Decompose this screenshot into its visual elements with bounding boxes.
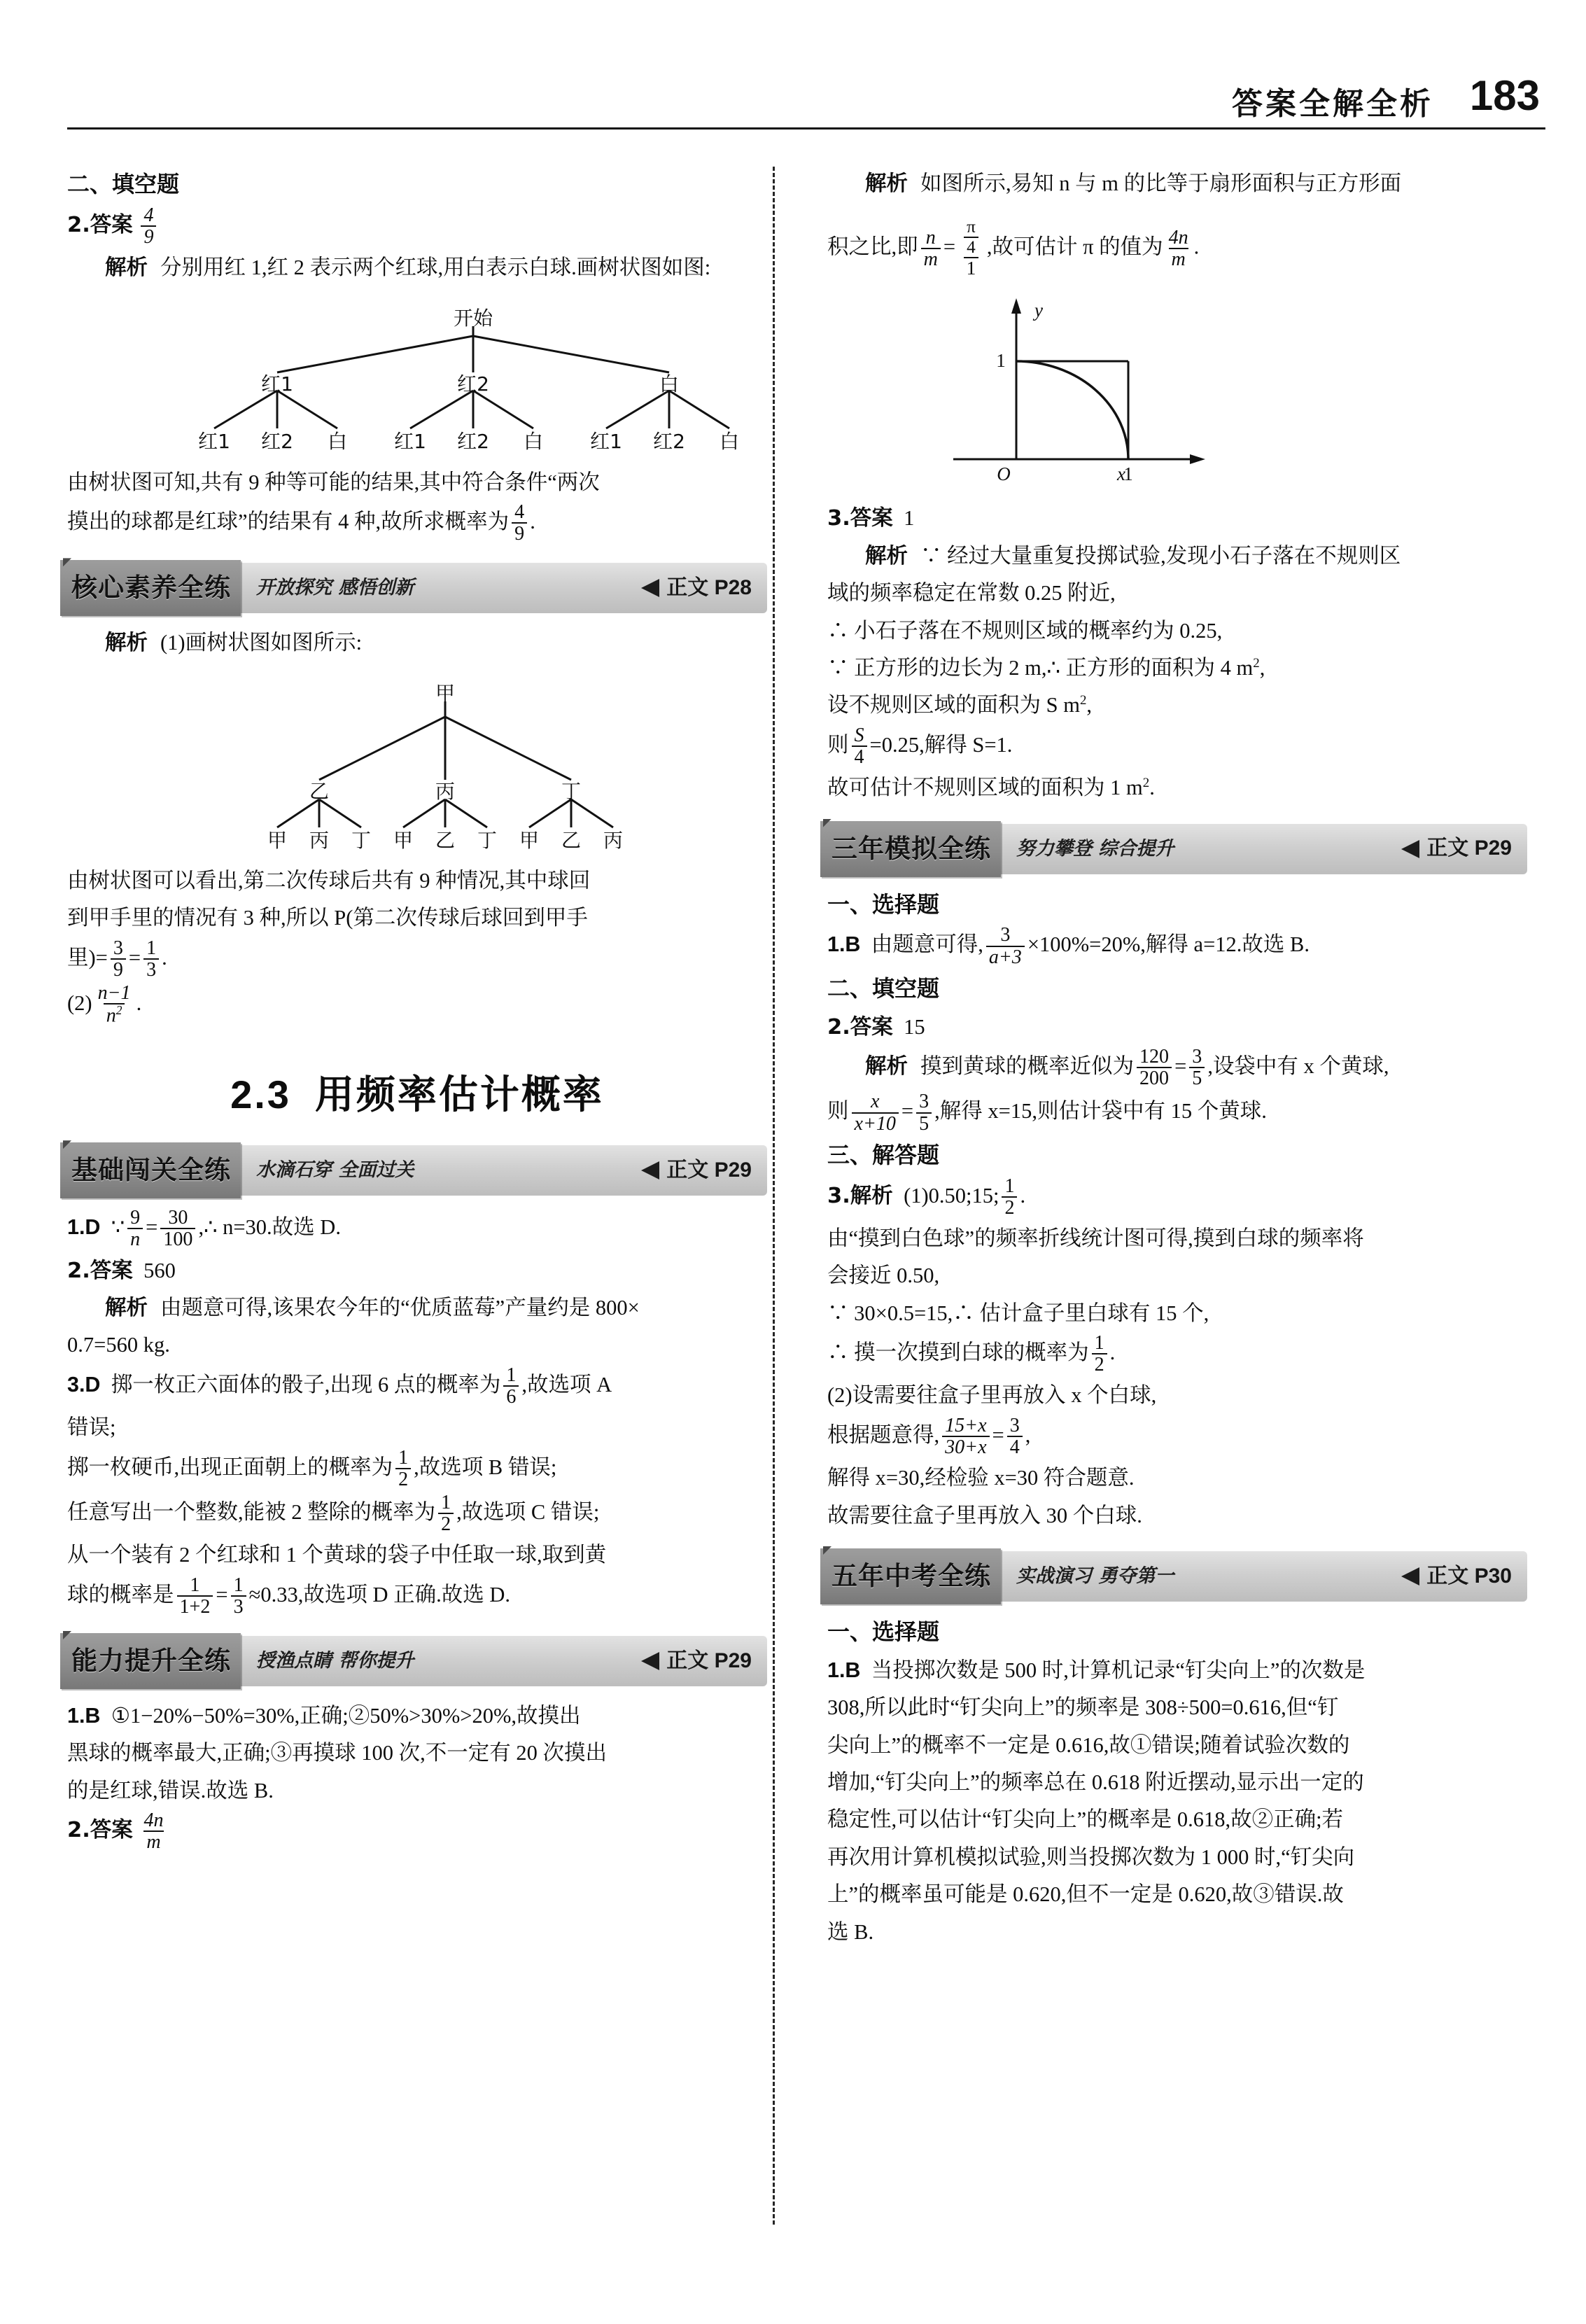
exam-q1-text1: 当投掷次数是 500 时,计算机记录“钉尖向上”的次数是: [871, 1658, 1366, 1682]
core-part2-den-exponent: 2: [115, 1004, 122, 1018]
exam-q1-line8: 选 B.: [827, 1919, 874, 1944]
banner-core-ref-text: 正文 P28: [666, 576, 752, 600]
tree-diagram-pass: [67, 671, 767, 858]
page-title: 答案全解全析: [1232, 86, 1433, 122]
basic-q1-fraction-2: $\frac{30}{100}$: [160, 1208, 195, 1250]
ability-q2-label: 2.答案: [67, 1818, 133, 1843]
banner-ability-ref-text: 正文 P29: [666, 1648, 752, 1672]
basic-q2-jiexi-line2: 0.7=560 kg.: [67, 1333, 170, 1357]
right-jiexi-text1: 如图所示,易知 n 与 m 的比等于扇形面积与正方形面: [920, 172, 1402, 195]
heading-sim-blank: 二、填空题: [827, 974, 940, 1002]
tree1-l3-8: 白: [719, 429, 740, 453]
right-q3-text4b: ,: [1259, 656, 1265, 680]
answer-q2: [67, 206, 767, 248]
ability-q1-line1: [67, 1699, 767, 1733]
page-number: 183: [1469, 72, 1540, 119]
heading-fill-blank: 二、填空题: [67, 171, 180, 197]
column-divider: [773, 167, 775, 2225]
ability-q1-line2: 黑球的概率最大,正确;③再摸球 100 次,不一定有 20 次摸出: [67, 1741, 607, 1765]
quarter-circle-figure: [827, 284, 1527, 494]
ability-q1-label: 1.B: [67, 1704, 101, 1728]
right-q3-sup5: 2: [1079, 693, 1087, 708]
basic-q2-value: 560: [143, 1258, 176, 1282]
sim-q3-line5: (2)设需要往盒子里再放入 x 个白球,: [827, 1383, 1157, 1408]
sim-q3-line1: 由“摸到白色球”的频率折线统计图可得,摸到白球的频率将: [827, 1226, 1364, 1250]
banner-core-ref[interactable]: [641, 571, 752, 606]
sim-q3-text4b: .: [1109, 1340, 1116, 1365]
banner-exam-subtitle: 实战演习 勇夺第一: [1016, 1565, 1174, 1588]
sim-q2-text1b: ,设袋中有 x 个黄球,: [1207, 1054, 1389, 1079]
right-fraction-pi4-over-1: $\frac{\frac{\pi}{4}}{1}$: [958, 218, 984, 278]
sim-q1: [827, 925, 1527, 967]
core-fraction-2: $\frac{1}{3}$: [143, 938, 159, 980]
basic-q2-label: 2.答案: [67, 1258, 133, 1283]
sim-q3-label: 3.解析: [827, 1183, 893, 1208]
ability-q1-text1: ①1−20%−50%=30%,正确;②50%>30%>20%,故摸出: [111, 1704, 581, 1728]
right-column: [827, 167, 1527, 1952]
jiexi-q2: [67, 251, 767, 285]
right-q3-line6: [827, 726, 1527, 768]
tree2-l3-3: 甲: [393, 828, 414, 852]
basic-q3-label: 3.D: [67, 1373, 101, 1397]
basic-q3-fraction-3: $\frac{1}{2}$: [438, 1492, 454, 1534]
banner-ability-tag: 能力提升全练: [60, 1633, 241, 1689]
sim-q3-line3: ∵ 30×0.5=15,∴ 估计盒子里白球有 15 个,: [827, 1301, 1209, 1325]
banner-exam-ref-text: 正文 P30: [1426, 1564, 1512, 1588]
q2-conclusion-line1: 由树状图可知,共有 9 种等可能的结果,其中符合条件“两次: [67, 470, 600, 494]
right-q3-sup4: 2: [1253, 655, 1260, 671]
right-q3-text6b: =0.25,解得 S=1.: [869, 733, 1013, 757]
sim-q2-text2b: ,解得 x=15,则估计袋中有 15 个黄球.: [934, 1099, 1267, 1124]
tree-diagram-pass-svg: [67, 671, 767, 847]
figure-y-tick-label: 1: [996, 350, 1006, 372]
banner-basic-ref-text: 正文 P29: [666, 1158, 752, 1182]
exam-q1-line2: 308,所以此时“钉尖向上”的频率是 308÷500=0.616,但“钉: [827, 1695, 1339, 1720]
tree2-l3-0: 甲: [267, 828, 288, 852]
exam-q1-line4: 增加,“钉尖向上”的频率总在 0.618 附近摆动,显示出一定的: [827, 1770, 1364, 1795]
basic-q2-jiexi-text1: 由题意可得,该果农今年的“优质蓝莓”产量约是 800×: [160, 1296, 640, 1320]
sim-q3-text6a: 根据题意得,: [827, 1423, 940, 1448]
jiexi-core-label: 解析: [105, 631, 148, 656]
banner-simulation-subtitle: 努力攀登 综合提升: [1016, 837, 1174, 860]
heading-exam-choice: 一、选择题: [827, 1618, 940, 1646]
heading-sim-choice: 一、选择题: [827, 890, 940, 918]
right-q3-line2: 域的频率稳定在常数 0.25 附近,: [827, 581, 1116, 606]
sim-q2-fraction-2: $\frac{3}{5}$: [1189, 1046, 1205, 1088]
tree2-l3-4: 乙: [435, 828, 456, 852]
tree2-l3-2: 丁: [351, 828, 372, 852]
core-conclusion-line3: [67, 939, 767, 981]
sim-q3-line7: 解得 x=30,经检验 x=30 符合题意.: [827, 1466, 1135, 1490]
banner-simulation-practice[interactable]: [827, 824, 1527, 874]
chapter-name: 用频率估计概率: [314, 1072, 604, 1118]
left-column: [67, 167, 767, 1856]
core-part2-den: n: [106, 1004, 116, 1027]
q2-conclusion-fraction: $\frac{4}{9}$: [512, 502, 527, 544]
core-part2: [67, 983, 767, 1027]
tree1-root-label: 开始: [453, 306, 493, 330]
right-q3-text6: 则: [827, 733, 849, 757]
right-q3-text4: ∵ 正方形的边长为 2 m,∴ 正方形的面积为 4 m: [827, 656, 1254, 680]
tree1-l3-0: 红1: [198, 429, 230, 453]
chapter-title: [67, 1063, 767, 1128]
tree1-l3-3: 红1: [394, 429, 426, 453]
tree1-l3-7: 红2: [653, 429, 685, 453]
right-q3-answer: [827, 501, 1527, 536]
left-arrow-icon: [641, 579, 659, 597]
tree1-l3-2: 白: [327, 429, 348, 453]
ability-q2-fraction: $\frac{4n}{m}$: [143, 1809, 164, 1854]
banner-ability-practice[interactable]: [67, 1636, 767, 1686]
tree2-l3-8: 丙: [603, 828, 624, 852]
tree2-l2-1: 丙: [435, 779, 456, 803]
basic-q1-label: 1.D: [67, 1215, 101, 1240]
banner-basic-ref[interactable]: [641, 1154, 752, 1188]
right-jiexi-text2c: .: [1193, 234, 1200, 259]
tree1-l3-1: 红2: [261, 429, 293, 453]
ability-q1-line3: 的是红球,错误.故选 B.: [67, 1778, 274, 1802]
right-q3-sup7: 2: [1142, 776, 1150, 791]
heading-sim-answer: 三、解答题: [827, 1141, 940, 1168]
basic-q3-fraction-5: $\frac{1}{3}$: [231, 1575, 246, 1617]
sim-q3-line8: 故需要往盒子里再放入 30 个白球.: [827, 1503, 1142, 1527]
answer-q2-label: 2.答案: [67, 213, 133, 237]
basic-q1-equals: =: [146, 1215, 158, 1240]
quarter-circle-figure-svg: [911, 284, 1275, 487]
basic-q2-jiexi-line1: [67, 1291, 767, 1325]
right-q3-text7b: .: [1149, 776, 1155, 800]
sim-q2-value: 15: [904, 1014, 925, 1039]
figure-x-axis-label: x: [1117, 463, 1125, 485]
basic-q3-text3b: ,故选项 B 错误;: [414, 1455, 557, 1479]
banner-simulation-ref[interactable]: [1401, 832, 1512, 866]
basic-q2-answer: [67, 1254, 767, 1288]
chapter-number: 2.3: [230, 1072, 291, 1116]
tree-diagram-ball: [67, 295, 767, 460]
banner-basic-subtitle: 水滴石穿 全面过关: [256, 1159, 414, 1182]
q2-conclusion-line2: [67, 500, 767, 545]
right-fraction-nm: $\frac{n}{m}$: [921, 227, 941, 270]
jiexi-label: 解析: [865, 1054, 908, 1079]
sim-q3-line4: [827, 1334, 1527, 1376]
sim-q3-fraction-1: $\frac{1}{2}$: [1002, 1176, 1017, 1218]
jiexi-label: 解析: [865, 543, 908, 568]
basic-q3-line1: [67, 1366, 767, 1408]
sim-q2-text1a: 摸到黄球的概率近似为: [920, 1054, 1134, 1079]
basic-q3-text1: 掷一枚正六面体的骰子,出现 6 点的概率为: [111, 1373, 501, 1397]
basic-q3-equals: =: [216, 1582, 228, 1606]
core-equals: =: [128, 945, 141, 969]
sim-q1-fraction: $\frac{3}{a+3}$: [986, 925, 1025, 967]
basic-q3-fraction-1: $\frac{1}{6}$: [503, 1365, 519, 1407]
banner-basic-practice[interactable]: [67, 1145, 767, 1196]
sim-q2-eq2: =: [901, 1099, 914, 1124]
ability-q2-answer: [67, 1811, 767, 1853]
sim-q2-fraction-4: $\frac{3}{5}$: [916, 1091, 932, 1133]
core-conclusion-line3-text: 里)=: [67, 945, 108, 969]
exam-q1-line3: 尖向上”的概率不一定是 0.616,故①错误;随着试验次数的: [827, 1732, 1350, 1757]
right-jiexi-text2a: 积之比,即: [827, 234, 918, 259]
figure-x-tick-label: 1: [1123, 463, 1133, 485]
sim-q2-jiexi-line2: [827, 1092, 1527, 1134]
page-header: [0, 72, 1586, 140]
basic-q3-line2: 错误;: [67, 1415, 116, 1440]
sim-q3-prefix: (1)0.50;15;: [904, 1183, 999, 1208]
right-q3-line4: [827, 651, 1527, 685]
figure-origin-label: O: [997, 463, 1011, 485]
core-part2-fraction: $\frac{n-1}{n^2}$: [97, 981, 131, 1027]
sim-q3-eq: =: [992, 1423, 1004, 1448]
core-conclusion-period: .: [162, 945, 167, 969]
basic-q3-text4: 任意写出一个整数,能被 2 整除的概率为: [67, 1500, 436, 1525]
core-conclusion-line2: 到甲手里的情况有 3 种,所以 P(第二次传球后球回到甲手: [67, 906, 588, 930]
right-q3-jiexi-line1: [827, 539, 1527, 573]
sim-q3-period: .: [1020, 1183, 1026, 1208]
sim-q1-prefix: 由题意可得,: [871, 932, 983, 957]
left-arrow-icon: [1401, 840, 1419, 858]
banner-core-literacy[interactable]: [67, 563, 767, 613]
banner-ability-subtitle: 授渔点睛 帮你提升: [256, 1650, 414, 1672]
banner-exam-ref[interactable]: [1401, 1560, 1512, 1594]
right-fraction-4n-m: $\frac{4n}{m}$: [1168, 226, 1188, 270]
left-arrow-icon: [1401, 1567, 1419, 1586]
basic-q3-fraction-4: $\frac{1}{1+2}$: [177, 1575, 213, 1617]
exam-q1-line5: 稳定性,可以估计“钉尖向上”的概率是 0.618,故②正确;若: [827, 1807, 1344, 1832]
banner-ability-ref[interactable]: [641, 1644, 752, 1679]
basic-q3-fraction-2: $\frac{1}{2}$: [395, 1448, 411, 1490]
right-jiexi-text2b: ,故可估计 π 的值为: [986, 234, 1163, 259]
tree1-l2-2: 白: [659, 372, 680, 396]
basic-q3-text4b: ,故选项 C 错误;: [456, 1500, 600, 1525]
tree1-l3-4: 红2: [457, 429, 489, 453]
sim-q2-text2a: 则: [827, 1099, 849, 1124]
right-q3-text5: 设不规则区域的面积为 S m: [827, 693, 1080, 718]
sim-q3-line2: 会接近 0.50,: [827, 1264, 940, 1288]
sim-q2-fraction-1: $\frac{120}{200}$: [1137, 1046, 1172, 1088]
tree2-l2-0: 乙: [309, 779, 330, 803]
q2-conclusion-line2-text: 摸出的球都是红球”的结果有 4 种,故所求概率为: [67, 510, 510, 534]
basic-q3-line3: [67, 1448, 767, 1490]
tree1-l3-6: 红1: [590, 429, 622, 453]
sim-q3-fraction-3: $\frac{15+x}{30+x}$: [942, 1415, 989, 1457]
core-part2-prefix: (2): [67, 990, 92, 1015]
tree1-l3-5: 白: [523, 429, 544, 453]
right-q3-line5: [827, 688, 1527, 722]
q2-conclusion-period: .: [530, 510, 535, 534]
left-arrow-icon: [641, 1161, 659, 1180]
sim-q3-line6: [827, 1416, 1527, 1458]
basic-q1-because: ∵: [111, 1215, 125, 1240]
sim-q3-part1: [827, 1177, 1527, 1219]
sim-q2-eq1: =: [1174, 1054, 1187, 1079]
right-jiexi-line1: [827, 167, 1527, 201]
sim-q3-fraction-2: $\frac{1}{2}$: [1092, 1333, 1107, 1375]
right-q3-label: 3.答案: [827, 506, 893, 531]
basic-q3-line5: 从一个装有 2 个红球和 1 个黄球的袋子中任取一球,取到黄: [67, 1543, 607, 1567]
right-q3-value: 1: [904, 506, 915, 531]
figure-y-axis-label: y: [1034, 300, 1043, 321]
tree1-l2-0: 红1: [261, 372, 293, 396]
right-q3-fraction: $\frac{S}{4}$: [852, 725, 867, 767]
sim-q1-label: 1.B: [827, 932, 861, 957]
banner-basic-tag: 基础闯关全练: [60, 1142, 241, 1198]
jiexi-label: 解析: [105, 255, 148, 281]
left-arrow-icon: [641, 1652, 659, 1670]
banner-core-subtitle: 开放探究 感悟创新: [256, 577, 414, 599]
core-part2-period: .: [136, 990, 142, 1015]
basic-q1-tail: ,∴ n=30.故选 D.: [198, 1215, 341, 1240]
exam-q1-line1: [827, 1653, 1527, 1688]
right-q3-text1: ∵ 经过大量重复投掷试验,发现小石子落在不规则区: [920, 543, 1401, 568]
tree2-l3-6: 甲: [519, 828, 540, 852]
jiexi-core: [67, 626, 767, 660]
right-q3-line7: [827, 771, 1527, 805]
sim-q2-label: 2.答案: [827, 1014, 893, 1040]
jiexi-label: 解析: [865, 172, 908, 196]
sim-q3-text4a: ∴ 摸一次摸到白球的概率为: [827, 1340, 1089, 1365]
sim-q3-fraction-4: $\frac{3}{4}$: [1007, 1415, 1023, 1457]
basic-q3-text3: 掷一枚硬币,出现正面朝上的概率为: [67, 1455, 393, 1479]
tree2-l3-1: 丙: [309, 828, 330, 852]
basic-q3-text6: 球的概率是: [67, 1582, 174, 1606]
banner-simulation-ref-text: 正文 P29: [1426, 836, 1512, 860]
tree2-root-label: 甲: [435, 681, 456, 705]
answer-q2-fraction: $\frac{4}{9}$: [141, 205, 156, 247]
sim-q2-jiexi-line1: [827, 1047, 1527, 1089]
core-fraction-1: $\frac{3}{9}$: [111, 938, 126, 980]
basic-q1: [67, 1208, 767, 1250]
right-q3-line3: ∴ 小石子落在不规则区域的概率约为 0.25,: [827, 618, 1223, 643]
tree2-l3-7: 乙: [561, 828, 582, 852]
tree2-l2-2: 丁: [561, 779, 582, 803]
sim-q2-answer: [827, 1010, 1527, 1044]
exam-q1-line6: 再次用计算机模拟试验,则当投掷次数为 1 000 时,“钉尖向: [827, 1844, 1355, 1869]
right-equals: =: [943, 234, 956, 259]
basic-q3-text1b: ,故选项 A: [521, 1373, 612, 1397]
jiexi-label: 解析: [105, 1296, 148, 1321]
tree1-l2-1: 红2: [457, 372, 489, 396]
basic-q1-fraction-1: $\frac{9}{n}$: [127, 1208, 143, 1250]
banner-core-tag: 核心素养全练: [60, 560, 241, 616]
core-conclusion-line1: 由树状图可以看出,第二次传球后共有 9 种情况,其中球回: [67, 868, 591, 892]
right-jiexi-line2: [827, 219, 1527, 279]
basic-q3-text6b: ≈0.33,故选项 D 正确.故选 D.: [248, 1582, 511, 1606]
sim-q3-text6b: ,: [1025, 1423, 1031, 1448]
jiexi-q2-text: 分别用红 1,红 2 表示两个红球,用白表示白球.画树状图如图:: [160, 255, 711, 280]
basic-q3-line4: [67, 1493, 767, 1535]
right-q3-text7: 故可估计不规则区域的面积为 1 m: [827, 776, 1143, 800]
right-fraction-pi4: $\frac{\pi}{4}$: [964, 218, 978, 256]
banner-simulation-tag: 三年模拟全练: [820, 821, 1001, 877]
jiexi-core-text: (1)画树状图如图所示:: [160, 631, 363, 655]
sim-q1-tail: ×100%=20%,解得 a=12.故选 B.: [1027, 932, 1310, 957]
header-divider-rule: [67, 127, 1545, 130]
exam-q1-line7: 上”的概率虽可能是 0.620,但不一定是 0.620,故③错误.故: [827, 1882, 1344, 1907]
sim-q2-fraction-3: $\frac{x}{x+10}$: [852, 1091, 899, 1133]
exam-q1-label: 1.B: [827, 1658, 861, 1682]
right-q3-text5b: ,: [1086, 693, 1093, 718]
banner-exam-tag: 五年中考全练: [820, 1548, 1001, 1604]
basic-q3-line6: [67, 1576, 767, 1618]
tree2-l3-5: 丁: [477, 828, 498, 852]
banner-exam-practice[interactable]: [827, 1551, 1527, 1602]
